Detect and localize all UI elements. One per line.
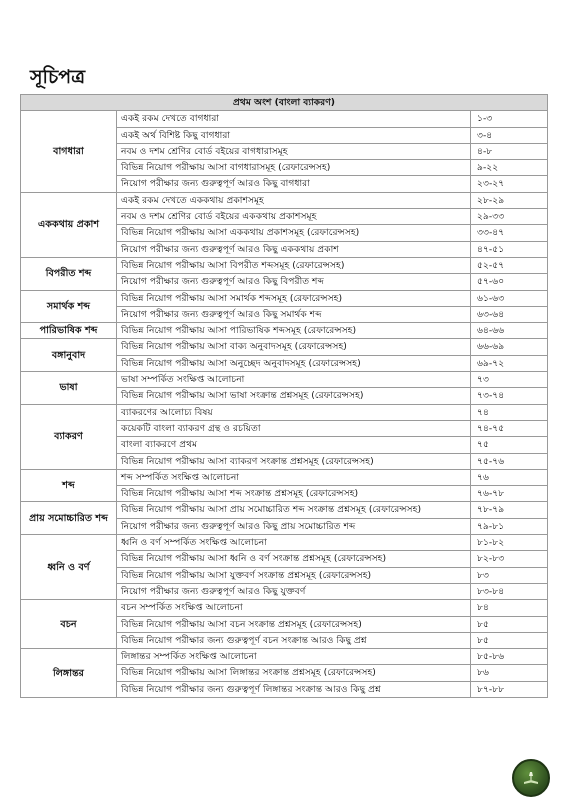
page-range-cell: ৩৩-৪৭ (471, 225, 548, 241)
topic-cell: কয়েকটি বাংলা ব্যাকরণ গ্রন্থ ও রচয়িতা (117, 420, 471, 436)
page-range-cell: ৫২-৫৭ (471, 257, 548, 273)
section-name: বাগধারা (21, 111, 117, 192)
table-row (21, 469, 548, 485)
topic-cell: বিভিন্ন নিয়োগ পরীক্ষায় আসা এককথায় প্রকাশসমূহ (রেফারেন্সসহ) (117, 225, 471, 241)
page-range-cell: ৭৬-৭৮ (471, 486, 548, 502)
page-range-cell: ৭৫-৭৬ (471, 453, 548, 469)
page-range-cell: ৮৩-৮৪ (471, 583, 548, 599)
section-name: বিপরীত শব্দ (21, 257, 117, 290)
page-range-cell: ১-৩ (471, 111, 548, 127)
topic-cell: বিভিন্ন নিয়োগ পরীক্ষায় আসা ভাষা সংক্রান্ত প্রশ্নসমূহ (রেফারেন্সসহ) (117, 388, 471, 404)
page-range-cell: ৮১-৮২ (471, 535, 548, 551)
table-row (21, 257, 548, 273)
topic-cell: বিভিন্ন নিয়োগ পরীক্ষার জন্য গুরুত্বপূর্ণ বচন সংক্রান্ত আরও কিছু প্রশ্ন (117, 632, 471, 648)
table-header-row (21, 95, 548, 111)
table-row (21, 649, 548, 665)
page-range-cell: ৭৮-৭৯ (471, 502, 548, 518)
section-name: বচন (21, 600, 117, 649)
book-lamp-glyph (521, 768, 541, 788)
page-range-cell: ৮৫ (471, 632, 548, 648)
section-name: ব্যাকরণ (21, 404, 117, 469)
table-row (21, 192, 548, 208)
book-lamp-icon (512, 759, 550, 797)
topic-cell: একই রকম দেখতে এককথায় প্রকাশসমূহ (117, 192, 471, 208)
page-range-cell: ২৯-৩৩ (471, 209, 548, 225)
section-name: এককথায় প্রকাশ (21, 192, 117, 257)
page-range-cell: ৫৭-৬০ (471, 274, 548, 290)
page-range-cell: ৬১-৬৩ (471, 290, 548, 306)
page-range-cell: ৮৪ (471, 600, 548, 616)
table-row (21, 290, 548, 306)
page-range-cell: ৩-৪ (471, 127, 548, 143)
table-row (21, 535, 548, 551)
topic-cell: বিভিন্ন নিয়োগ পরীক্ষায় আসা লিঙ্গান্তর সংক্রান্ত প্রশ্নসমূহ (রেফারেন্সসহ) (117, 665, 471, 681)
table-row (21, 111, 548, 127)
page-range-cell: ৪-৮ (471, 143, 548, 159)
page-title: সূচিপত্র (30, 66, 86, 88)
topic-cell: বিভিন্ন নিয়োগ পরীক্ষায় আসা সমার্থক শব্দসমূহ (রেফারেন্সসহ) (117, 290, 471, 306)
section-name: ধ্বনি ও বর্ণ (21, 535, 117, 600)
topic-cell: বিভিন্ন নিয়োগ পরীক্ষায় আসা বাক্য অনুবাদসমূহ (রেফারেন্সসহ) (117, 339, 471, 355)
section-name: লিঙ্গান্তর (21, 649, 117, 698)
topic-cell: বিভিন্ন নিয়োগ পরীক্ষার জন্য গুরুত্বপূর্ণ লিঙ্গান্তর সংক্রান্ত আরও কিছু প্রশ্ন (117, 681, 471, 697)
topic-cell: ভাষা সম্পর্কিত সংক্ষিপ্ত আলোচনা (117, 372, 471, 388)
topic-cell: বিভিন্ন নিয়োগ পরীক্ষায় আসা বিপরীত শব্দসমূহ (রেফারেন্সসহ) (117, 257, 471, 273)
topic-cell: বিভিন্ন নিয়োগ পরীক্ষায় আসা ধ্বনি ও বর্ণ সংক্রান্ত প্রশ্নসমূহ (রেফারেন্সসহ) (117, 551, 471, 567)
topic-cell: নিয়োগ পরীক্ষার জন্য গুরুত্বপূর্ণ আরও কিছু এককথায় প্রকাশ (117, 241, 471, 257)
topic-cell: একই অর্থ বিশিষ্ট কিছু বাগধারা (117, 127, 471, 143)
page-range-cell: ৭৪ (471, 404, 548, 420)
part-heading: প্রথম অংশ (বাংলা ব্যাকরণ) (21, 95, 548, 111)
section-name: প্রায় সমোচ্চারিত শব্দ (21, 502, 117, 535)
topic-cell: বিভিন্ন নিয়োগ পরীক্ষায় আসা অনুচ্ছেদ অনুবাদসমূহ (রেফারেন্সসহ) (117, 355, 471, 371)
topic-cell: লিঙ্গান্তর সম্পর্কিত সংক্ষিপ্ত আলোচনা (117, 649, 471, 665)
section-name: পারিভাষিক শব্দ (21, 323, 117, 339)
page-range-cell: ৪৭-৫১ (471, 241, 548, 257)
contents-table (20, 94, 548, 698)
topic-cell: শব্দ সম্পর্কিত সংক্ষিপ্ত আলোচনা (117, 469, 471, 485)
table-row (21, 339, 548, 355)
topic-cell: বিভিন্ন নিয়োগ পরীক্ষায় আসা শব্দ সংক্রান্ত প্রশ্নসমূহ (রেফারেন্সসহ) (117, 486, 471, 502)
page-range-cell: ৬৬-৬৯ (471, 339, 548, 355)
topic-cell: ধ্বনি ও বর্ণ সম্পর্কিত সংক্ষিপ্ত আলোচনা (117, 535, 471, 551)
page-range-cell: ৭৫ (471, 437, 548, 453)
topic-cell: বাংলা ব্যাকরণে প্রথম (117, 437, 471, 453)
topic-cell: বচন সম্পর্কিত সংক্ষিপ্ত আলোচনা (117, 600, 471, 616)
section-name: সমার্থক শব্দ (21, 290, 117, 323)
page-range-cell: ৭৬ (471, 469, 548, 485)
table-row (21, 404, 548, 420)
table-row (21, 600, 548, 616)
page-range-cell: ২৩-২৭ (471, 176, 548, 192)
page-range-cell: ৭৯-৮১ (471, 518, 548, 534)
topic-cell: নিয়োগ পরীক্ষার জন্য গুরুত্বপূর্ণ আরও কিছু প্রায় সমোচ্চারিত শব্দ (117, 518, 471, 534)
page-range-cell: ৮৭-৮৮ (471, 681, 548, 697)
topic-cell: একই রকম দেখতে বাগধারা (117, 111, 471, 127)
page-range-cell: ৬৩-৬৪ (471, 306, 548, 322)
section-name: শব্দ (21, 469, 117, 502)
topic-cell: নবম ও দশম শ্রেণির বোর্ড বইয়ের এককথায় প্রকাশসমূহ (117, 209, 471, 225)
topic-cell: ব্যাকরণের আলোচ্য বিষয় (117, 404, 471, 420)
topic-cell: বিভিন্ন নিয়োগ পরীক্ষায় আসা বচন সংক্রান্ত প্রশ্নসমূহ (রেফারেন্সসহ) (117, 616, 471, 632)
topic-cell: বিভিন্ন নিয়োগ পরীক্ষায় আসা বাগধারাসমূহ (রেফারেন্সসহ) (117, 160, 471, 176)
page-range-cell: ৯-২২ (471, 160, 548, 176)
page-range-cell: ৭৩-৭৪ (471, 388, 548, 404)
page-range-cell: ৮৬ (471, 665, 548, 681)
page-range-cell: ৬৪-৬৬ (471, 323, 548, 339)
table-row (21, 502, 548, 518)
topic-cell: নিয়োগ পরীক্ষার জন্য গুরুত্বপূর্ণ আরও কিছু সমার্থক শব্দ (117, 306, 471, 322)
section-name: বঙ্গানুবাদ (21, 339, 117, 372)
page-range-cell: ৬৯-৭২ (471, 355, 548, 371)
topic-cell: বিভিন্ন নিয়োগ পরীক্ষায় আসা প্রায় সমোচ্চারিত শব্দ সংক্রান্ত প্রশ্নসমূহ (রেফারেন্সসহ) (117, 502, 471, 518)
topic-cell: বিভিন্ন নিয়োগ পরীক্ষায় আসা পারিভাষিক শব্দসমূহ (রেফারেন্সসহ) (117, 323, 471, 339)
topic-cell: নিয়োগ পরীক্ষার জন্য গুরুত্বপূর্ণ আরও কিছু বিপরীত শব্দ (117, 274, 471, 290)
table-row (21, 372, 548, 388)
topic-cell: বিভিন্ন নিয়োগ পরীক্ষায় আসা ব্যাকরণ সংক্রান্ত প্রশ্নসমূহ (রেফারেন্সসহ) (117, 453, 471, 469)
page-range-cell: ৭৩ (471, 372, 548, 388)
section-name: ভাষা (21, 372, 117, 405)
page-range-cell: ৭৪-৭৫ (471, 420, 548, 436)
topic-cell: নিয়োগ পরীক্ষার জন্য গুরুত্বপূর্ণ আরও কিছু যুক্তবর্ণ (117, 583, 471, 599)
topic-cell: বিভিন্ন নিয়োগ পরীক্ষায় আসা যুক্তবর্ণ সংক্রান্ত প্রশ্নসমূহ (রেফারেন্সসহ) (117, 567, 471, 583)
topic-cell: নবম ও দশম শ্রেণির বোর্ড বইয়ের বাগধারাসমূহ (117, 143, 471, 159)
page-range-cell: ৮৩ (471, 567, 548, 583)
contents-table-body (21, 95, 548, 698)
page-range-cell: ৮২-৮৩ (471, 551, 548, 567)
table-row (21, 323, 548, 339)
topic-cell: নিয়োগ পরীক্ষার জন্য গুরুত্বপূর্ণ আরও কিছু বাগধারা (117, 176, 471, 192)
page-range-cell: ৮৫ (471, 616, 548, 632)
page-range-cell: ২৮-২৯ (471, 192, 548, 208)
page-range-cell: ৮৫-৮৬ (471, 649, 548, 665)
